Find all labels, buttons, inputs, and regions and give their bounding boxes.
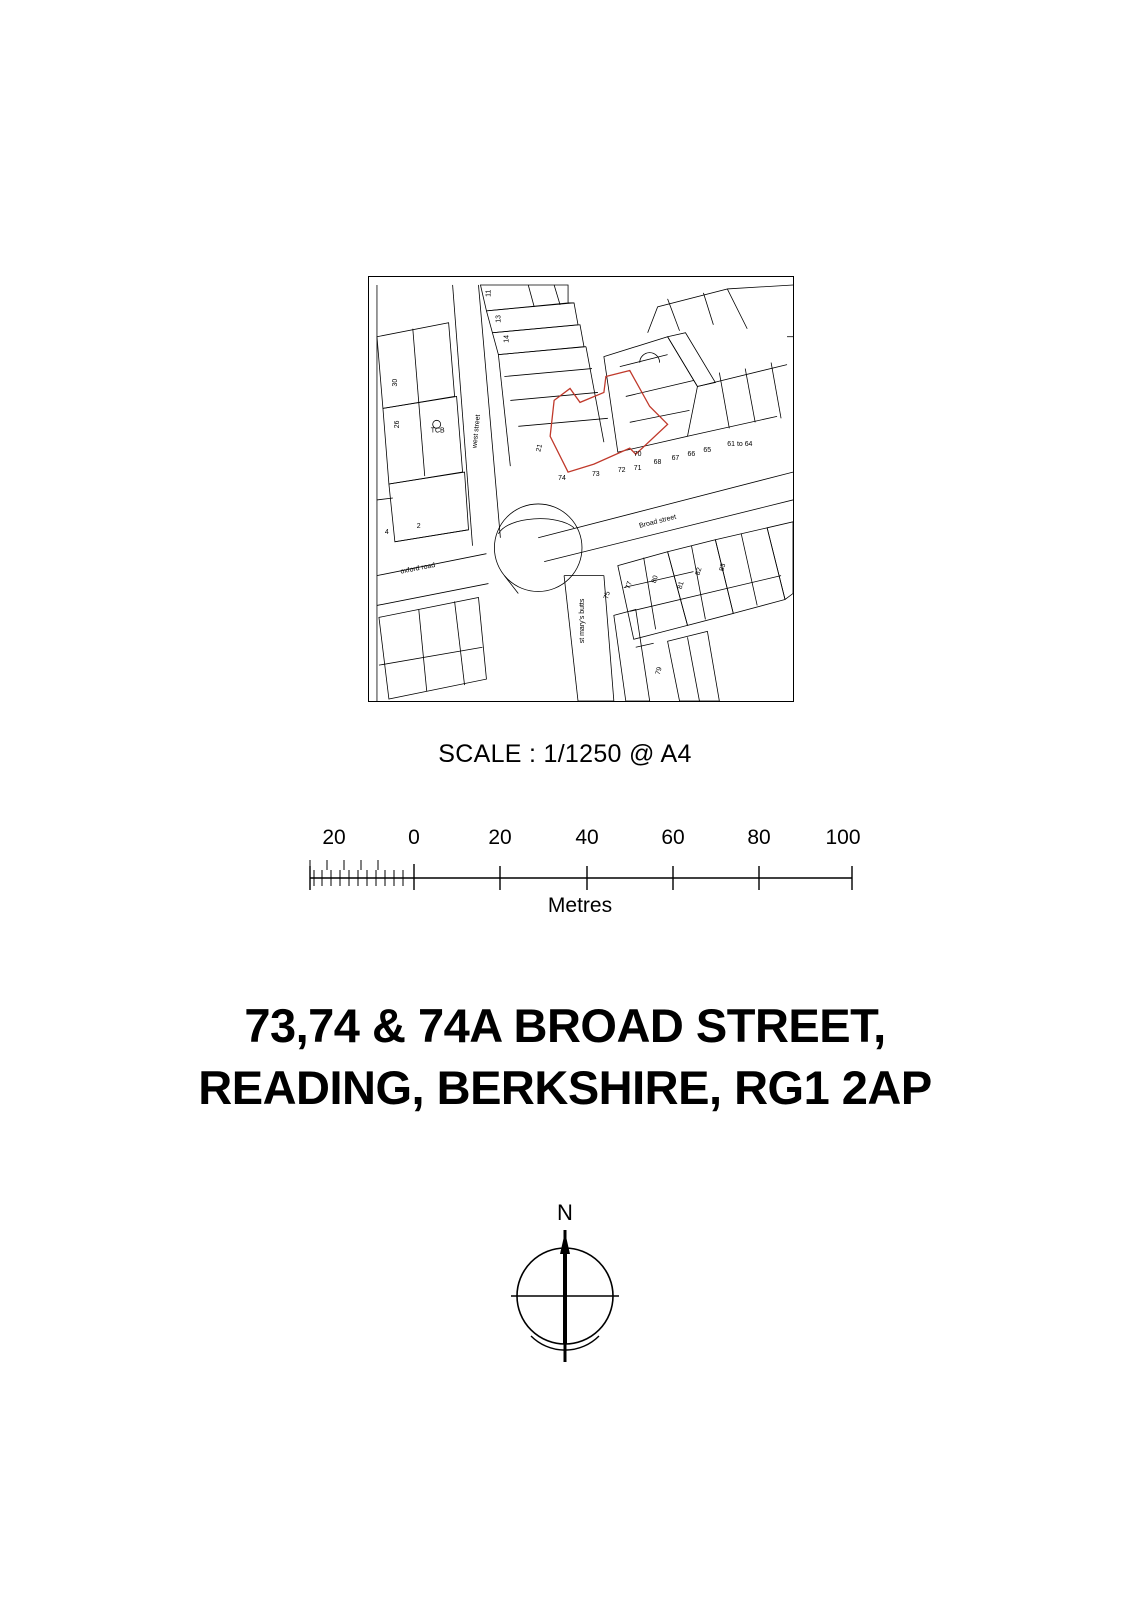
building-number: 2 xyxy=(416,522,421,530)
building-number: 14 xyxy=(503,334,511,343)
building-number: 81 xyxy=(676,580,686,591)
street-label-st-marys-butts: st mary's butts xyxy=(578,598,586,644)
site-boundary xyxy=(550,371,667,473)
building-number: 4 xyxy=(384,528,389,536)
north-label: N xyxy=(557,1200,573,1225)
scale-tick-label: 80 xyxy=(747,826,771,849)
street-label-broad-street: Broad street xyxy=(638,513,677,530)
building-number: 75 xyxy=(603,590,612,601)
scale-tick-label: 0 xyxy=(408,826,420,849)
scale-caption: SCALE : 1/1250 @ A4 xyxy=(438,740,692,768)
scale-tick-label: 20 xyxy=(488,826,512,849)
building-number: 79 xyxy=(654,666,664,676)
building-number: 71 xyxy=(633,465,642,473)
building-number: 68 xyxy=(653,459,662,467)
site-location-map xyxy=(368,276,794,702)
building-number: 70 xyxy=(633,451,642,459)
map-drawing xyxy=(369,277,793,701)
page-title-line-2: READING, BERKSHIRE, RG1 2AP xyxy=(198,1061,932,1115)
building-number: 77 xyxy=(624,580,634,591)
scale-bar-labels xyxy=(300,826,860,852)
page-title xyxy=(65,995,1065,1119)
building-number: 82 xyxy=(694,566,704,577)
building-number: 80 xyxy=(650,574,660,585)
scale-tick-label: 40 xyxy=(575,826,599,849)
building-number: 61 to 64 xyxy=(727,441,753,449)
street-label-west-street: west street xyxy=(471,414,482,449)
building-number: 13 xyxy=(495,315,503,323)
page-title-line-1: 73,74 & 74A BROAD STREET, xyxy=(244,999,886,1052)
street-label-oxford-road: oxford road xyxy=(399,561,436,576)
building-number: 65 xyxy=(703,447,712,455)
building-number: 21 xyxy=(535,443,545,453)
scale-bar-units: Metres xyxy=(547,894,613,917)
building-number: 73 xyxy=(591,471,600,479)
building-number: 11 xyxy=(485,289,493,297)
scale-tick-label: 100 xyxy=(825,826,861,849)
building-number: 72 xyxy=(617,467,626,475)
building-number: 74 xyxy=(558,475,566,483)
building-number: 83 xyxy=(718,562,728,573)
building-number: 66 xyxy=(687,451,696,459)
building-number: 30 xyxy=(391,378,399,387)
scale-tick-label: 20 xyxy=(322,826,346,849)
building-number: 67 xyxy=(671,455,680,463)
scale-tick-label: 60 xyxy=(661,826,685,849)
compass-icon xyxy=(465,1224,665,1364)
north-arrow xyxy=(465,1200,665,1370)
scale-bar-graphic xyxy=(300,856,860,890)
scale-bar xyxy=(300,826,860,926)
feature-label-tcb: TCB xyxy=(430,427,445,435)
building-number: 26 xyxy=(393,420,401,429)
